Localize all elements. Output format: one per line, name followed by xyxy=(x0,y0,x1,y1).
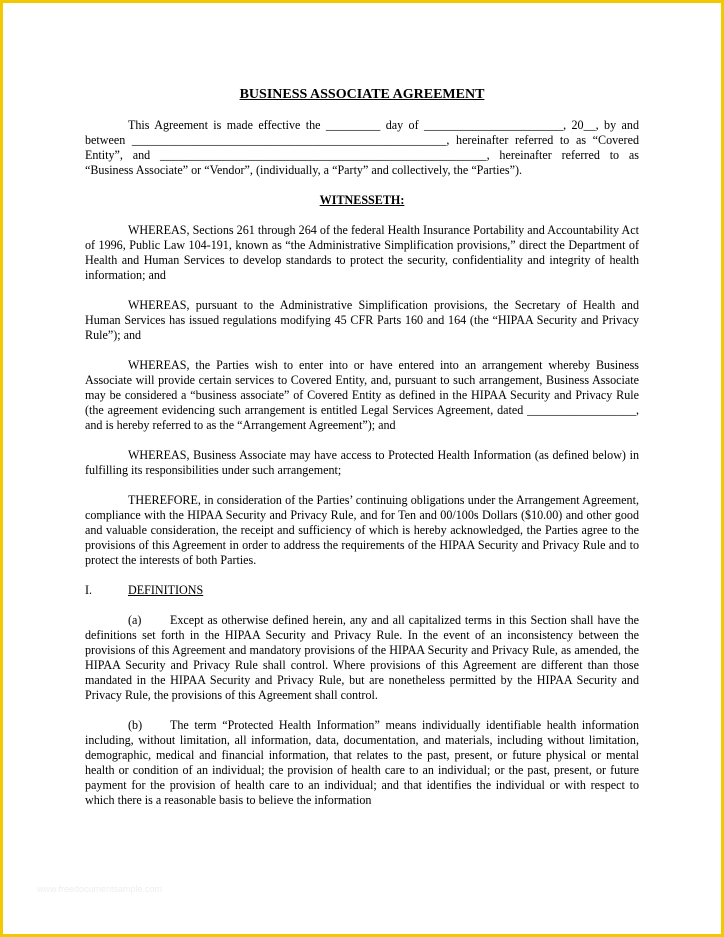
watermark: www.freedocumentsample.com xyxy=(37,884,163,894)
subsection-label: (b) xyxy=(128,718,143,732)
document-title: BUSINESS ASSOCIATE AGREEMENT xyxy=(239,87,485,102)
document-page xyxy=(85,86,639,823)
therefore-paragraph: THEREFORE, in consideration of the Parties’ continuing obligations under the Arrangement Agreement, compliance with the HIPAA Security and Privacy Rule, and for Ten and 00/100s Dollars ($10.00) and other good and valuable consideration, the receipt and sufficiency of which is hereby acknowledged, the Parties agree to the provisions of this Agreement in order to address the requirements of the HIPAA Security and Privacy Rule and to protect the interests of both Parties. xyxy=(85,493,639,567)
section-heading-definitions xyxy=(85,583,639,598)
section-number: I. xyxy=(85,583,93,597)
subsection-label: (a) xyxy=(128,613,142,627)
recital-paragraph: WHEREAS, Business Associate may have access to Protected Health Information (as defined below) in fulfilling its responsibilities under such arrangement; xyxy=(85,448,639,477)
subsection-text: Except as otherwise defined herein, any and all capitalized terms in this Section shall have the definitions set forth in the HIPAA Security and Privacy Rule. In the event of an inconsistency between the provisions of this Agreement and mandatory provisions of the HIPAA Security and Privacy Rule, as amended, the HIPAA Security and Privacy Rule shall control. Where provisions of this Agreement are different than those mandated in the HIPAA Security and Privacy Rule, but are nonetheless permitted by the HIPAA Security and Privacy Rule, the provisions of this Agreement shall control. xyxy=(85,613,639,702)
intro-paragraph: This Agreement is made effective the _________ day of _______________________, 20__, by and between ____________________________________________________, hereinafter referred to as “Covered Entity”, and ______________________________________________________, hereinafter referred to as “Business Associate” or “Vendor”, (individually, a “Party” and collectively, the “Parties”). xyxy=(85,118,639,177)
section-title: DEFINITIONS xyxy=(128,583,204,597)
subsection-text: The term “Protected Health Information” means individually identifiable health information including, without limitation, all information, data, documentation, and materials, including without limitation, demographic, medical and financial information, that relates to the past, present, or future physical or mental health or condition of an individual; the provision of health care to an individual; or the past, present, or future payment for the provision of health care to an individual; and that identifies the individual or with respect to which there is a reasonable basis to believe the information xyxy=(85,718,639,807)
subsection-a xyxy=(85,613,639,703)
recital-paragraph: WHEREAS, Sections 261 through 264 of the federal Health Insurance Portability and Accountability Act of 1996, Public Law 104-191, known as “the Administrative Simplification provisions,” direct the Department of Health and Human Services to develop standards to protect the security, confidentiality and integrity of health information; and xyxy=(85,223,639,282)
recital-paragraph: WHEREAS, pursuant to the Administrative Simplification provisions, the Secretary of Health and Human Services has issued regulations modifying 45 CFR Parts 160 and 164 (the “HIPAA Security and Privacy Rule”); and xyxy=(85,298,639,342)
witnesseth-heading: WITNESSETH: xyxy=(319,193,405,207)
subsection-b xyxy=(85,718,639,808)
recital-paragraph: WHEREAS, the Parties wish to enter into or have entered into an arrangement whereby Business Associate will provide certain services to Covered Entity, and, pursuant to such arrangement, Business Associate may be considered a “business associate” of Covered Entity as defined in the HIPAA Security and Privacy Rule (the agreement evidencing such arrangement is entitled Legal Services Agreement, dated __________________, and is hereby referred to as the “Arrangement Agreement”); and xyxy=(85,358,639,432)
